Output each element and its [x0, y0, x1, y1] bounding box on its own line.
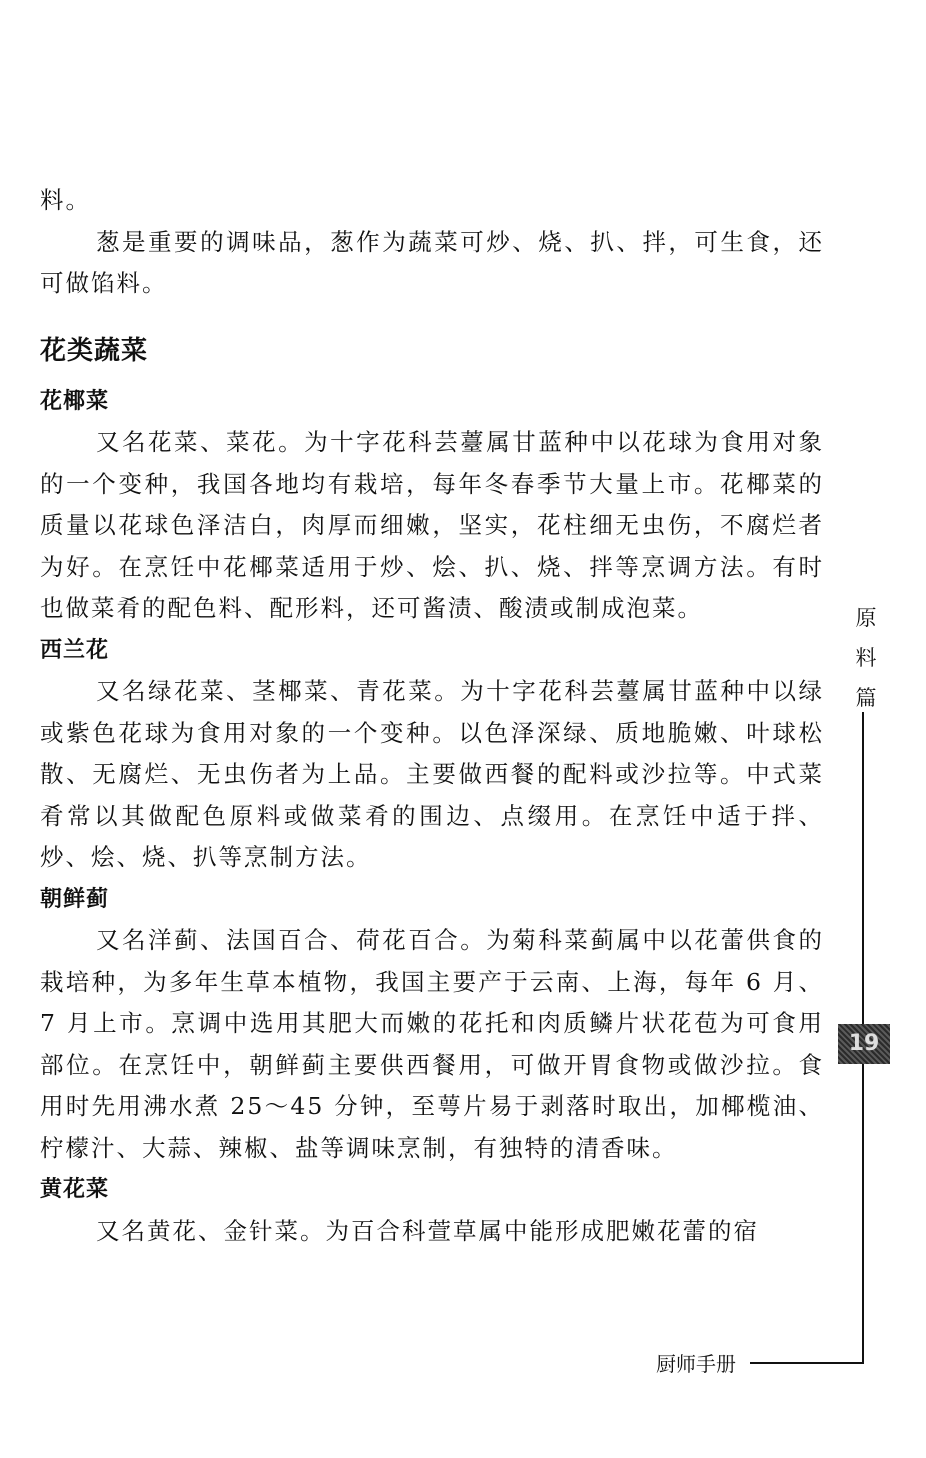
chapter-char: 篇 — [855, 686, 877, 710]
entry-heading-cauliflower: 花椰菜 — [40, 388, 110, 414]
entry-heading-artichoke: 朝鲜蓟 — [40, 886, 110, 912]
chapter-char: 料 — [855, 646, 877, 670]
margin-rule-lower — [862, 1064, 864, 1364]
footer-book-title: 厨师手册 — [656, 1352, 736, 1376]
entry-body-broccoli: 又名绿花菜、茎椰菜、青花菜。为十字花科芸薹属甘蓝种中以绿或紫色花球为食用对象的一个变种。以色泽深绿、质地脆嫩、叶球松散、无腐烂、无虫伤者为上品。主要做西餐的配料或沙拉等。中式菜肴常以其做配色原料或做菜肴的围边、点缀用。在烹饪中适于拌、炒、烩、烧、扒等烹制方法。 — [40, 677, 824, 871]
page-number: 19 — [838, 1024, 890, 1064]
entry-body-daylily: 又名黄花、金针菜。为百合科萱草属中能形成肥嫩花蕾的宿 — [96, 1216, 759, 1245]
section-title: 花类蔬菜 — [40, 335, 149, 366]
main-text-column — [40, 180, 824, 1252]
chapter-char: 原 — [855, 606, 877, 630]
onion-paragraph: 葱是重要的调味品，葱作为蔬菜可炒、烧、扒、拌，可生食，还可做馅料。 — [40, 227, 824, 297]
entry-body-artichoke: 又名洋蓟、法国百合、荷花百合。为菊科菜蓟属中以花蕾供食的栽培种，为多年生草本植物，我国主要产于云南、上海，每年 6 月、7 月上市。烹调中选用其肥大而嫩的花托和肉质鳞片状花苞为可食用部位。在烹饪中，朝鲜蓟主要供西餐用，可做开胃食物或做沙拉。食用时先用沸水煮 25～45 分钟，至萼片易于剥落时取出，加椰榄油、柠檬汁、大蒜、辣椒、盐等调味烹制，有独特的清香味。 — [40, 926, 824, 1162]
entry-heading-daylily: 黄花菜 — [40, 1177, 110, 1202]
chapter-label — [852, 598, 880, 718]
margin-rule-upper — [862, 712, 864, 1024]
continued-paragraph: 料。 — [40, 186, 91, 214]
entry-heading-broccoli: 西兰花 — [40, 637, 110, 663]
footer-rule — [750, 1362, 864, 1364]
entry-body-cauliflower: 又名花菜、菜花。为十字花科芸薹属甘蓝种中以花球为食用对象的一个变种，我国各地均有栽培，每年冬春季节大量上市。花椰菜的质量以花球色泽洁白，肉厚而细嫩，坚实，花柱细无虫伤，不腐烂者为好。在烹饪中花椰菜适用于炒、烩、扒、烧、拌等烹调方法。有时也做菜肴的配色料、配形料，还可酱渍、酸渍或制成泡菜。 — [40, 428, 824, 622]
